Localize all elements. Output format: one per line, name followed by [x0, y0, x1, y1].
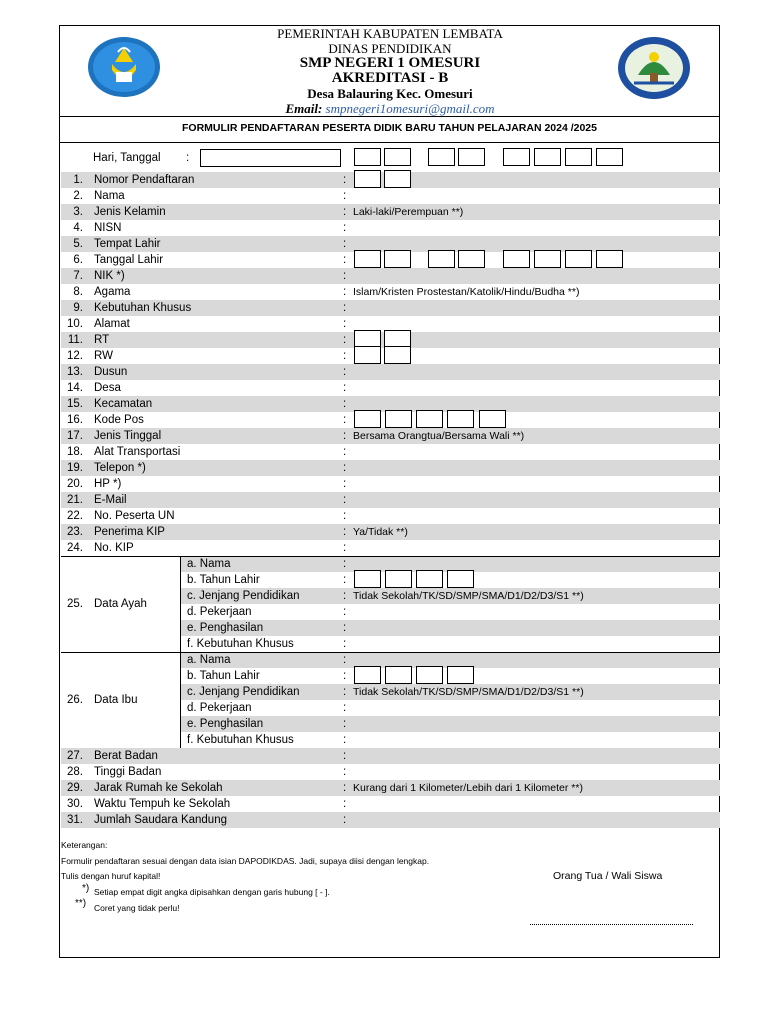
ayah-year-digit-box-3[interactable] — [416, 570, 443, 588]
ibu-item-label: f. Kebutuhan Khusus — [187, 734, 294, 746]
row-colon: : — [343, 206, 347, 218]
row-6-digit-box-8[interactable] — [596, 250, 623, 268]
ibu-item-colon: : — [343, 734, 347, 746]
header-government: PEMERINTAH KABUPATEN LEMBATA — [277, 26, 503, 41]
form-row — [61, 764, 720, 780]
form-row — [61, 188, 720, 204]
form-row — [61, 476, 720, 492]
form-row — [61, 524, 720, 540]
notes-star-2-text: Coret yang tidak perlu! — [94, 903, 180, 913]
row-number: 13. — [67, 366, 83, 378]
ibu-item-colon: : — [343, 718, 347, 730]
date-digit-box-3[interactable] — [428, 148, 455, 166]
row-colon: : — [343, 814, 347, 826]
row-number: 30. — [67, 798, 83, 810]
row-label: Desa — [94, 382, 121, 394]
row-label: Jenis Kelamin — [94, 206, 166, 218]
date-row — [61, 150, 720, 166]
row-colon: : — [343, 542, 347, 554]
row-number: 2. — [73, 190, 83, 202]
row-colon: : — [343, 238, 347, 250]
ibu-top-border — [61, 652, 720, 653]
row-colon: : — [343, 398, 347, 410]
row-number: 1. — [73, 174, 83, 186]
row-number: 6. — [73, 254, 83, 266]
row-label: E-Mail — [94, 494, 127, 506]
form-row — [61, 204, 720, 220]
row-colon: : — [343, 494, 347, 506]
row-number: 20. — [67, 478, 83, 490]
ayah-number: 25. — [67, 598, 83, 610]
row-label: Kecamatan — [94, 398, 153, 410]
row-6-digit-box-5[interactable] — [503, 250, 530, 268]
row-colon: : — [343, 782, 347, 794]
row-colon: : — [343, 526, 347, 538]
date-digit-box-1[interactable] — [354, 148, 381, 166]
row-label: Alamat — [94, 318, 130, 330]
notes-title: Keterangan: — [61, 840, 108, 850]
form-row — [61, 364, 720, 380]
row-colon: : — [343, 430, 347, 442]
ayah-item-label: a. Nama — [187, 558, 231, 570]
ayah-item-colon: : — [343, 590, 347, 602]
row-colon: : — [343, 382, 347, 394]
form-row — [61, 348, 720, 364]
row-label: Jarak Rumah ke Sekolah — [94, 782, 223, 794]
row-6-digit-box-1[interactable] — [354, 250, 381, 268]
ibu-item-colon: : — [343, 654, 347, 666]
row-number: 9. — [73, 302, 83, 314]
ibu-item-colon: : — [343, 670, 347, 682]
email-link[interactable]: smpnegeri1omesuri@gmail.com — [325, 101, 495, 116]
row-label: Alat Transportasi — [94, 446, 181, 458]
row-colon: : — [343, 510, 347, 522]
row-12-digit-box-2[interactable] — [384, 346, 411, 364]
row-16-digit-box-5[interactable] — [479, 410, 506, 428]
date-digit-box-7[interactable] — [565, 148, 592, 166]
row-label: Jenis Tinggal — [94, 430, 162, 442]
row-label: Kebutuhan Khusus — [94, 302, 192, 314]
notes-line-2: Tulis dengan huruf kapital! — [61, 871, 161, 881]
row-colon: : — [343, 478, 347, 490]
form-row — [61, 796, 720, 812]
form-row — [61, 412, 720, 428]
ayah-item-colon: : — [343, 574, 347, 586]
row-colon: : — [343, 750, 347, 762]
row-number: 7. — [73, 270, 83, 282]
title-divider — [59, 142, 720, 143]
row-label: RW — [94, 350, 113, 362]
day-input[interactable] — [200, 149, 341, 167]
row-6-digit-box-3[interactable] — [428, 250, 455, 268]
school-logo — [616, 35, 692, 101]
row-6-digit-box-4[interactable] — [458, 250, 485, 268]
ibu-item-colon: : — [343, 702, 347, 714]
row-16-digit-box-2[interactable] — [385, 410, 412, 428]
ibu-item-label: e. Penghasilan — [187, 718, 264, 730]
row-number: 29. — [67, 782, 83, 794]
ayah-top-border — [61, 556, 720, 557]
signature-label: Orang Tua / Wali Siswa — [553, 870, 663, 882]
header-address: Desa Balauring Kec. Omesuri — [307, 86, 473, 101]
ibu-number: 26. — [67, 694, 83, 706]
row-label: No. KIP — [94, 542, 134, 554]
row-number: 16. — [67, 414, 83, 426]
row-value[interactable]: Kurang dari 1 Kilometer/Lebih dari 1 Kilometer **) — [353, 782, 583, 794]
row-number: 14. — [67, 382, 83, 394]
date-digit-box-2[interactable] — [384, 148, 411, 166]
ayah-year-digit-box-4[interactable] — [447, 570, 474, 588]
row-colon: : — [343, 190, 347, 202]
row-colon: : — [343, 366, 347, 378]
row-value[interactable]: Bersama Orangtua/Bersama Wali **) — [353, 430, 525, 442]
row-6-digit-box-7[interactable] — [565, 250, 592, 268]
form-row — [61, 284, 720, 300]
row-label: NIK *) — [94, 270, 125, 282]
row-colon: : — [343, 254, 347, 266]
row-number: 17. — [67, 430, 83, 442]
form-row — [61, 780, 720, 796]
form-title: FORMULIR PENDAFTARAN PESERTA DIDIK BARU TAHUN PELAJARAN 2024 /2025 — [182, 122, 597, 134]
ibu-item-label: b. Tahun Lahir — [187, 670, 260, 682]
row-number: 27. — [67, 750, 83, 762]
row-value[interactable]: Islam/Kristen Prostestan/Katolik/Hindu/Budha **) — [353, 286, 580, 298]
row-label: Kode Pos — [94, 414, 144, 426]
row-colon: : — [343, 302, 347, 314]
header-email — [250, 102, 530, 115]
row-label: NISN — [94, 222, 122, 234]
row-label: No. Peserta UN — [94, 510, 175, 522]
row-label: Tanggal Lahir — [94, 254, 164, 266]
ayah-item-value[interactable]: Tidak Sekolah/TK/SD/SMP/SMA/D1/D2/D3/S1 **) — [353, 590, 584, 602]
date-label: Hari, Tanggal — [93, 152, 161, 164]
ibu-item-label: a. Nama — [187, 654, 231, 666]
row-colon: : — [343, 414, 347, 426]
header-department: DINAS PENDIDIKAN — [328, 41, 452, 56]
ayah-item-colon: : — [343, 558, 347, 570]
ayah-label: Data Ayah — [94, 598, 147, 610]
row-number: 5. — [73, 238, 83, 250]
date-digit-box-6[interactable] — [534, 148, 561, 166]
row-number: 12. — [67, 350, 83, 362]
ayah-item-colon: : — [343, 622, 347, 634]
form-row — [61, 492, 720, 508]
row-colon: : — [343, 446, 347, 458]
row-12-digit-box-1[interactable] — [354, 346, 381, 364]
notes-star-2-mark: **) — [75, 898, 87, 909]
ibu-year-digit-box-2[interactable] — [385, 666, 412, 684]
row-label: Waktu Tempuh ke Sekolah — [94, 798, 231, 810]
row-label: Dusun — [94, 366, 128, 378]
row-label: Berat Badan — [94, 750, 158, 762]
tut-wuri-handayani-logo — [86, 36, 162, 98]
row-number: 4. — [73, 222, 83, 234]
row-label: Agama — [94, 286, 131, 298]
header-school-name: SMP NEGERI 1 OMESURI — [299, 55, 481, 71]
ayah-item-colon: : — [343, 606, 347, 618]
ayah-item-label: b. Tahun Lahir — [187, 574, 260, 586]
notes-star-1-mark: *) — [82, 883, 90, 894]
row-number: 23. — [67, 526, 83, 538]
row-number: 31. — [67, 814, 83, 826]
row-number: 15. — [67, 398, 83, 410]
row-colon: : — [343, 334, 347, 346]
row-number: 3. — [73, 206, 83, 218]
row-colon: : — [343, 318, 347, 330]
notes-star-1-text: Setiap empat digit angka dipisahkan dengan garis hubung [ - ]. — [94, 887, 330, 897]
date-digit-box-8[interactable] — [596, 148, 623, 166]
ibu-item-colon: : — [343, 686, 347, 698]
form-row — [61, 268, 720, 284]
row-number: 22. — [67, 510, 83, 522]
row-value[interactable]: Laki-laki/Perempuan **) — [353, 206, 464, 218]
form-row — [61, 300, 720, 316]
row-label: Telepon *) — [94, 462, 146, 474]
row-16-digit-box-1[interactable] — [354, 410, 381, 428]
form-row — [61, 540, 720, 556]
row-colon: : — [343, 766, 347, 778]
ayah-item-label: f. Kebutuhan Khusus — [187, 638, 294, 650]
row-value[interactable]: Ya/Tidak **) — [353, 526, 408, 538]
row-number: 8. — [73, 286, 83, 298]
form-row — [61, 812, 720, 828]
form-row — [61, 460, 720, 476]
header-divider — [59, 116, 720, 117]
row-colon: : — [343, 286, 347, 298]
row-16-digit-box-4[interactable] — [447, 410, 474, 428]
row-label: Tempat Lahir — [94, 238, 161, 250]
row-label: Jumlah Saudara Kandung — [94, 814, 227, 826]
date-digit-box-4[interactable] — [458, 148, 485, 166]
ayah-item-label: d. Pekerjaan — [187, 606, 252, 618]
row-label: Nomor Pendaftaran — [94, 174, 195, 186]
form-row — [61, 220, 720, 236]
row-colon: : — [343, 222, 347, 234]
row-colon: : — [343, 462, 347, 474]
row-16-digit-box-3[interactable] — [416, 410, 443, 428]
form-row — [61, 748, 720, 764]
ibu-label: Data Ibu — [94, 694, 138, 706]
row-colon: : — [343, 270, 347, 282]
form-row — [61, 428, 720, 444]
ibu-divider — [180, 652, 181, 748]
form-row — [61, 380, 720, 396]
notes-line-1: Formulir pendaftaran sesuai dengan data isian DAPODIKDAS. Jadi, supaya diisi dengan lengkap. — [61, 856, 430, 866]
ayah-divider — [180, 556, 181, 652]
date-colon: : — [186, 152, 190, 164]
row-number: 19. — [67, 462, 83, 474]
ayah-year-digit-box-1[interactable] — [354, 570, 381, 588]
form-row — [61, 508, 720, 524]
row-number: 24. — [67, 542, 83, 554]
ayah-item-label: e. Penghasilan — [187, 622, 264, 634]
ibu-year-digit-box-4[interactable] — [447, 666, 474, 684]
row-colon: : — [343, 174, 347, 186]
ayah-year-digit-box-2[interactable] — [385, 570, 412, 588]
row-number: 28. — [67, 766, 83, 778]
row-number: 18. — [67, 446, 83, 458]
ayah-item-colon: : — [343, 638, 347, 650]
signature-line[interactable] — [530, 924, 693, 925]
email-label: Email: — [285, 101, 323, 116]
ayah-item-label: c. Jenjang Pendidikan — [187, 590, 300, 602]
date-digit-box-5[interactable] — [503, 148, 530, 166]
ibu-year-digit-box-3[interactable] — [416, 666, 443, 684]
ibu-item-label: c. Jenjang Pendidikan — [187, 686, 300, 698]
row-label: HP *) — [94, 478, 122, 490]
row-colon: : — [343, 798, 347, 810]
row-colon: : — [343, 350, 347, 362]
row-label: Penerima KIP — [94, 526, 165, 538]
form-row — [61, 444, 720, 460]
row-1-digit-box-2[interactable] — [384, 170, 411, 188]
row-label: Tinggi Badan — [94, 766, 162, 778]
form-row — [61, 252, 720, 268]
row-label: Nama — [94, 190, 125, 202]
header-accreditation: AKREDITASI - B — [331, 70, 449, 86]
ibu-item-label: d. Pekerjaan — [187, 702, 252, 714]
row-number: 21. — [67, 494, 83, 506]
form-row — [61, 172, 720, 188]
row-6-digit-box-6[interactable] — [534, 250, 561, 268]
row-1-digit-box-1[interactable] — [354, 170, 381, 188]
row-number: 10. — [67, 318, 83, 330]
row-6-digit-box-2[interactable] — [384, 250, 411, 268]
row-number: 11. — [67, 334, 83, 346]
ibu-year-digit-box-1[interactable] — [354, 666, 381, 684]
ibu-item-value[interactable]: Tidak Sekolah/TK/SD/SMP/SMA/D1/D2/D3/S1 **) — [353, 686, 584, 698]
row-label: RT — [94, 334, 110, 346]
